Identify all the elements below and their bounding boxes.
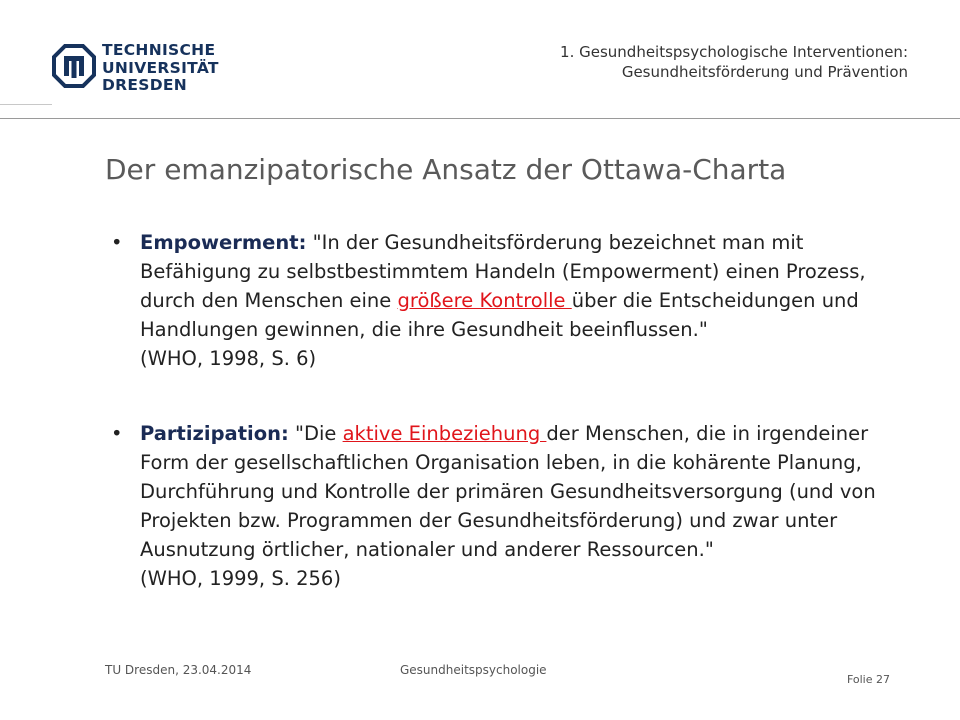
bullet-highlight: aktive Einbeziehung [342,422,547,445]
slide-content [105,228,905,622]
bullet-marker: • [111,422,123,445]
bullet-empowerment [105,228,905,373]
slide-title: Der emanzipatorische Ansatz der Ottawa-Charta [105,153,787,186]
chapter-heading-line-2: Gesundheitsförderung und Prävention [621,63,908,81]
tu-dresden-logo [52,40,222,100]
bullet-text-before: "Die [288,422,343,445]
bullet-text-after: der Menschen, die in irgendeiner Form der gesellschaftlichen Organisation leben, in die kohärente Planung, Durchführung und Kontrolle der primären Gesundheitsversorgung (und von Projekten bzw. Programmen der Gesundheitsförderung) und zwar unter Ausnutzung örtlicher, nationaler und anderer Ressourcen." [140,422,876,561]
footer-date: TU Dresden, 23.04.2014 [105,663,252,677]
logo-line-3: DRESDEN [102,76,188,94]
footer-course: Gesundheitspsychologie [400,663,547,677]
bullet-highlight: größere Kontrolle [397,289,572,312]
bullet-text-after: über die Entscheidungen und Handlungen gewinnen, die ihre Gesundheit beeinflussen." [140,289,859,341]
logo-line-2: UNIVERSITÄT [102,58,219,77]
chapter-heading [560,42,908,82]
header-divider [0,118,960,119]
tu-dresden-emblem-icon [52,44,96,88]
header-divider-short [0,104,52,105]
chapter-heading-line-1: 1. Gesundheitspsychologische Interventionen: [560,43,908,61]
footer-slide-number: Folie 27 [846,673,890,686]
bullet-term: Empowerment: [140,231,307,254]
bullet-marker: • [111,231,123,254]
bullet-term: Partizipation: [140,422,289,445]
bullet-citation: (WHO, 1999, S. 256) [140,567,341,590]
bullet-partizipation [105,419,905,593]
bullet-text-before: "In der Gesundheitsförderung bezeichnet man mit Befähigung zu selbstbestimmtem Handeln (Empowerment) einen Prozess, durch den Menschen eine [140,231,866,312]
bullet-citation: (WHO, 1998, S. 6) [140,347,317,370]
logo-line-1: TECHNISCHE [102,41,216,59]
